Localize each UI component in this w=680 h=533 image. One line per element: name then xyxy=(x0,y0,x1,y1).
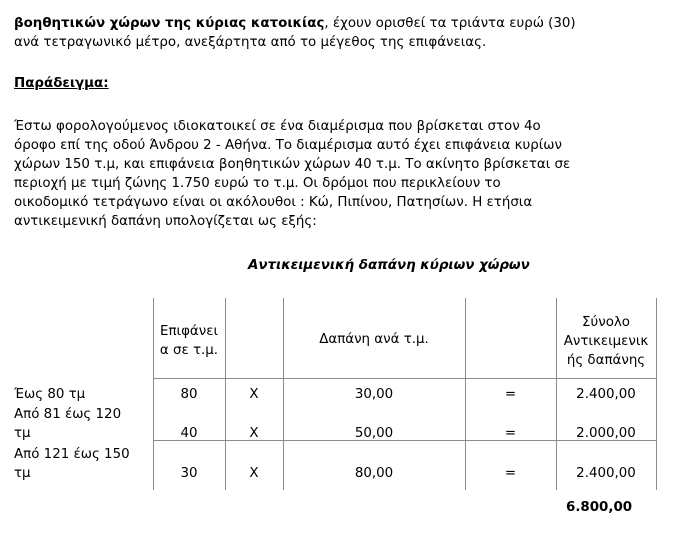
header-area-line-2: α σε τ.μ. xyxy=(159,343,219,358)
row-label-cont: τμ xyxy=(14,426,31,441)
row-total: 2.000,00 xyxy=(576,426,636,441)
example-line-3: χώρων 150 τ.μ, και επιφάνεια βοηθητικών χώρων 40 τ.μ. Το ακίνητο βρίσκεται σε xyxy=(14,157,571,172)
row-cost: 50,00 xyxy=(354,426,394,441)
example-line-5: οικοδομικό τετράγωνο είναι οι ακόλουθοι : Κώ, Πιπίνου, Πατησίων. Η ετήσια xyxy=(14,195,533,210)
row-area: 30 xyxy=(180,466,198,481)
example-line-4: περιοχή με τιμή ζώνης 1.750 ευρώ το τ.μ. Οι δρόμοι που περικλείουν το xyxy=(14,176,501,191)
grid-vline xyxy=(656,298,657,490)
row-label: Από 121 έως 150 xyxy=(14,447,130,462)
table-title: Αντικειμενική δαπάνη κύριων χώρων xyxy=(248,258,530,273)
header-area-line-1: Επιφάνει xyxy=(160,324,218,339)
example-line-1: Έστω φορολογούμενος ιδιοκατοικεί σε ένα διαμέρισμα που βρίσκεται στον 4ο xyxy=(14,119,541,134)
grid-hline xyxy=(153,378,657,379)
row-total: 2.400,00 xyxy=(576,387,636,402)
row-total: 2.400,00 xyxy=(576,466,636,481)
example-line-2: όροφο επί της οδού Άνδρου 2 - Αθήνα. Το διαμέρισμα αυτό έχει επιφάνεια κυρίων xyxy=(14,138,562,153)
row-cost: 30,00 xyxy=(354,387,394,402)
row-label-cont: τμ xyxy=(14,466,31,481)
row-area: 80 xyxy=(180,387,198,402)
grand-total: 6.800,00 xyxy=(566,500,633,515)
row-cost: 80,00 xyxy=(354,466,394,481)
row-times-sign: Χ xyxy=(249,426,259,441)
row-equals-sign: = xyxy=(504,387,517,402)
row-label: Από 81 έως 120 xyxy=(14,407,122,422)
example-line-6: αντικειμενική δαπάνη υπολογίζεται ως εξής: xyxy=(14,214,317,229)
row-equals-sign: = xyxy=(504,466,517,481)
row-label: Έως 80 τμ xyxy=(14,387,86,402)
intro-line-1-rest: , έχουν ορισθεί τα τριάντα ευρώ (30) xyxy=(324,16,576,31)
row-area: 40 xyxy=(180,426,198,441)
row-equals-sign: = xyxy=(504,426,517,441)
header-total-line-3: ής δαπάνης xyxy=(566,353,646,368)
intro-line-1 xyxy=(14,14,576,33)
example-heading: Παράδειγμα: xyxy=(14,76,109,91)
header-total-line-2: Αντικειμενικ xyxy=(563,334,649,349)
header-total-line-1: Σύνολο xyxy=(582,315,630,330)
intro-bold-phrase: βοηθητικών χώρων της κύριας κατοικίας xyxy=(14,16,325,31)
intro-line-2: ανά τετραγωνικό μέτρο, ανεξάρτητα από το μέγεθος της επιφάνειας. xyxy=(14,35,487,50)
header-cost-per-sqm: Δαπάνη ανά τ.μ. xyxy=(319,332,429,347)
row-times-sign: Χ xyxy=(249,387,259,402)
row-times-sign: Χ xyxy=(249,466,259,481)
